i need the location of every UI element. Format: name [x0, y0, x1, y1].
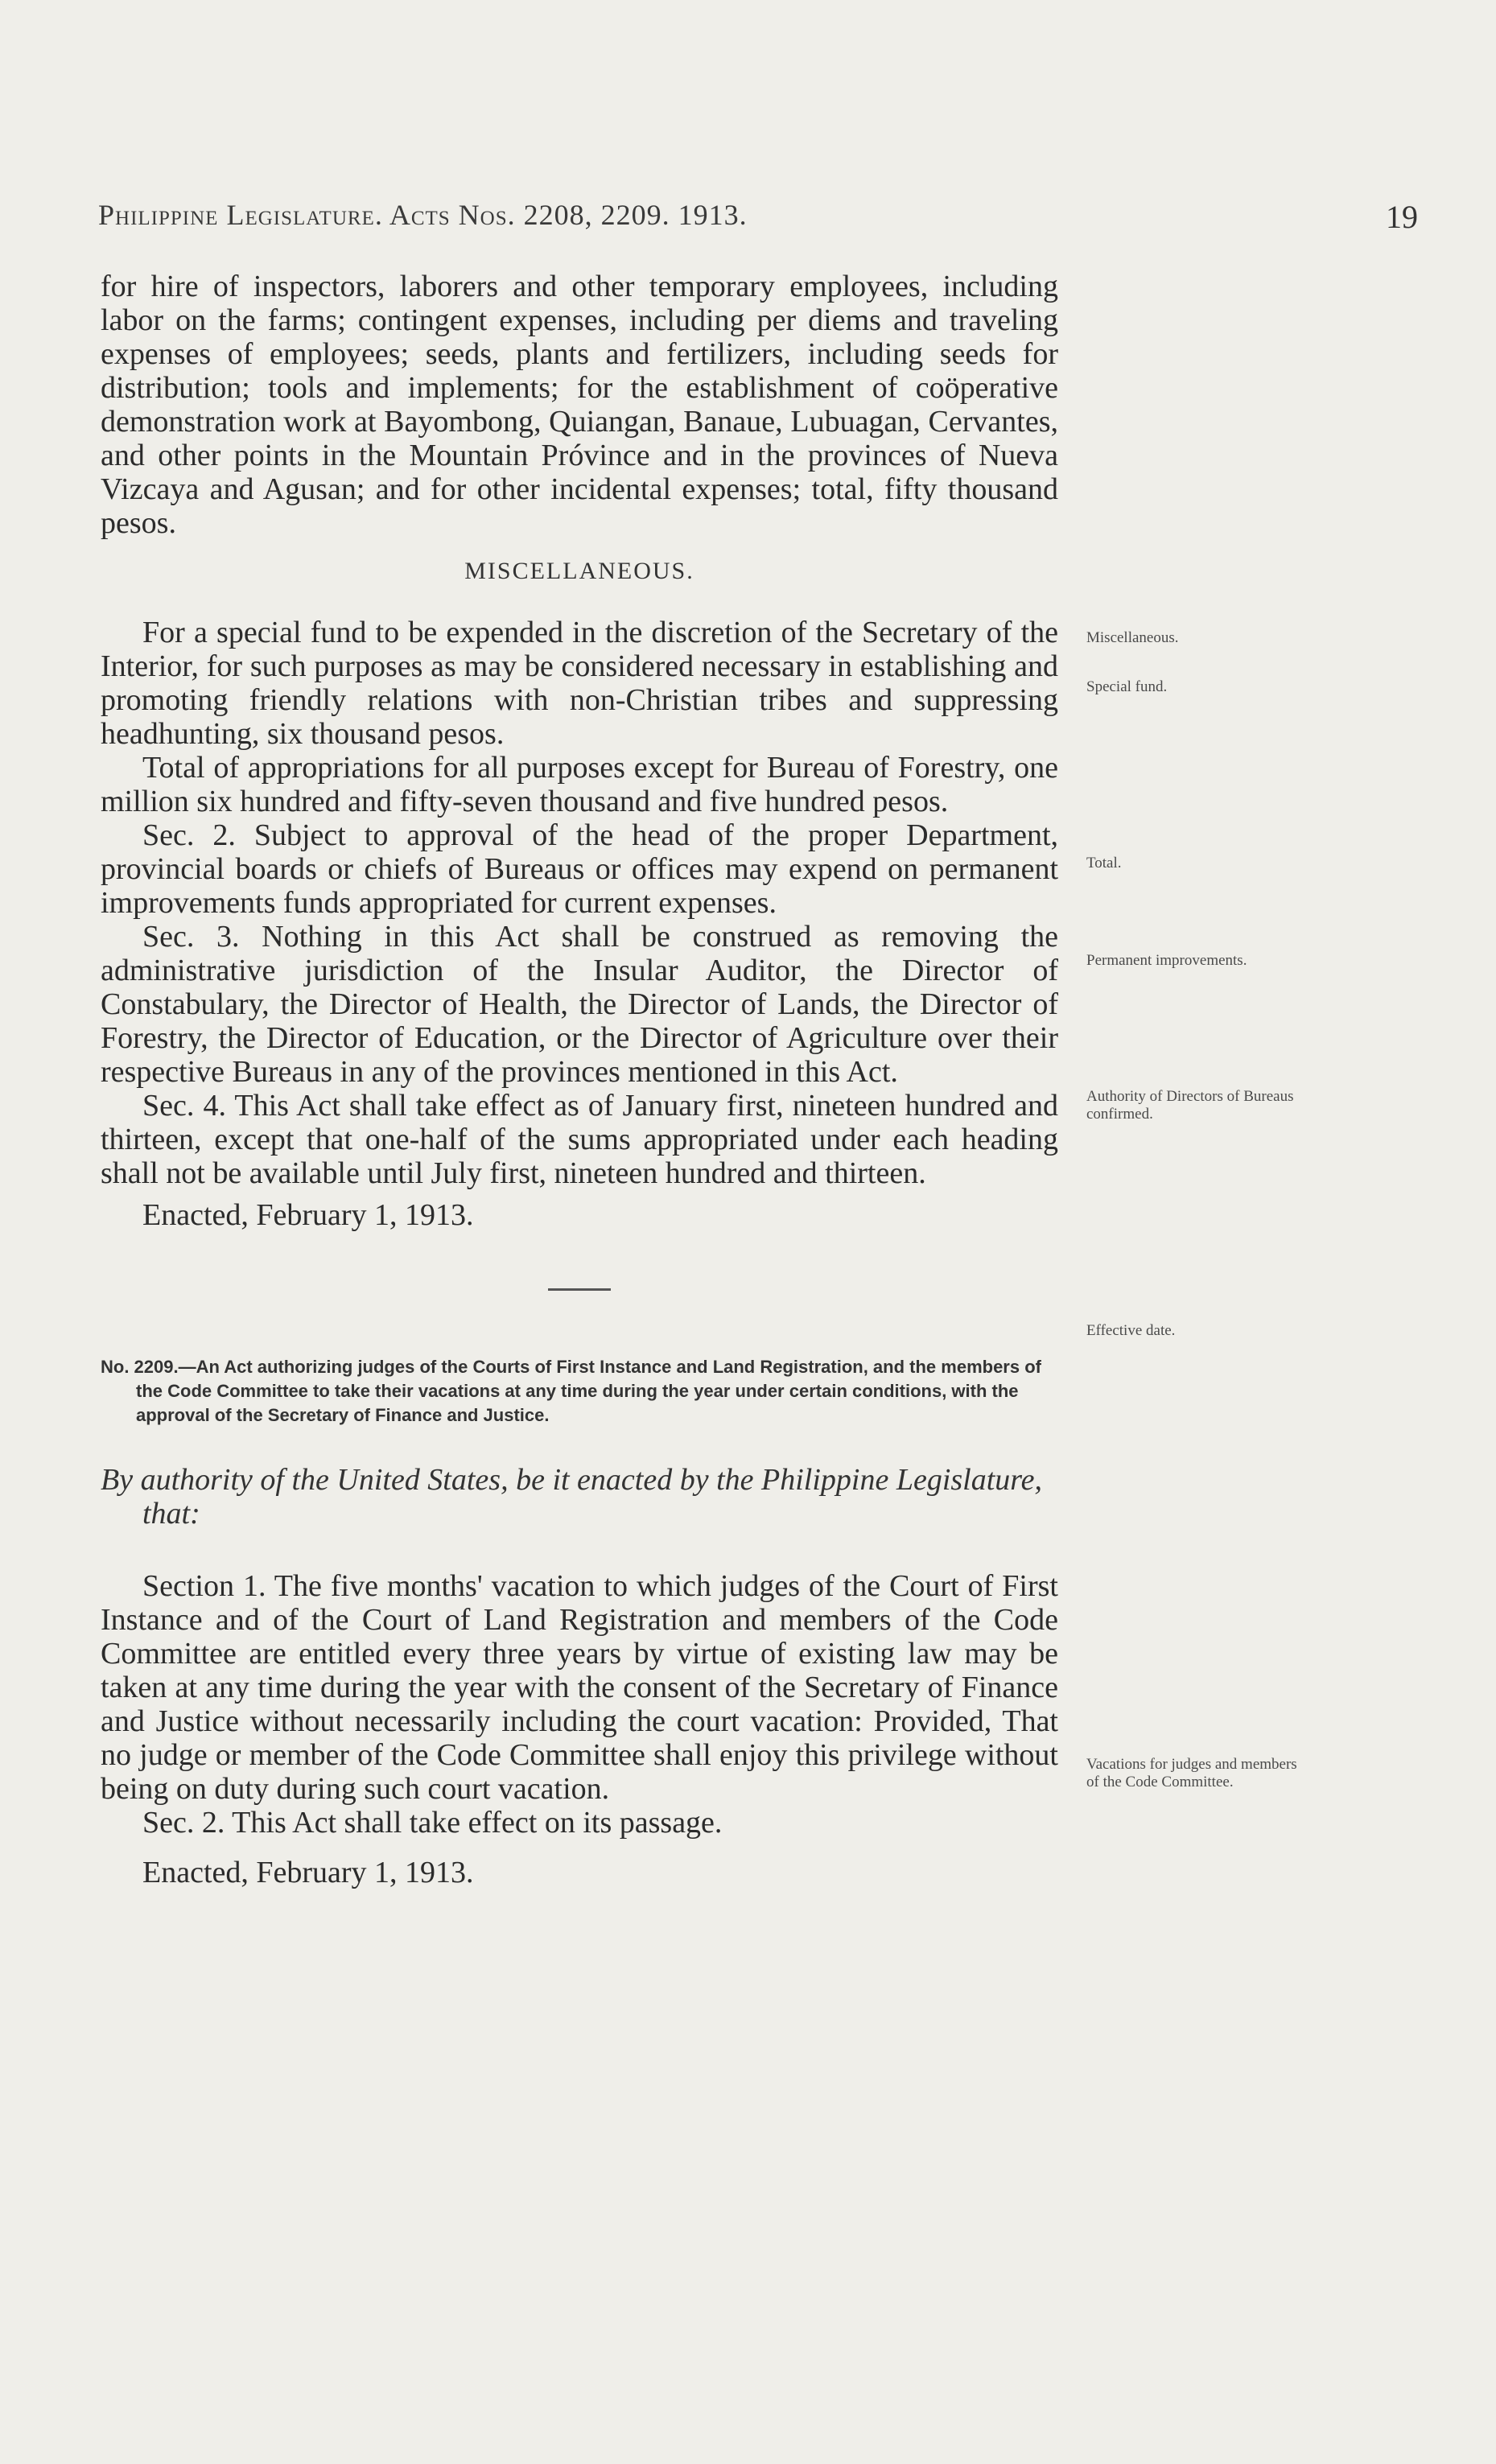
- enacted-date-2208: Enacted, February 1, 1913.: [142, 1198, 474, 1232]
- section-3-paragraph: Sec. 3. Nothing in this Act shall be construed as removing the administrative jurisdiction of the Insular Auditor, the Director of Constabulary, the Director of Health, the Director of Lands, the Director of Forestry, the Director of Education, or the Director of Agriculture over their respective Bureaus in any of the provinces mentioned in this Act.: [101, 920, 1058, 1089]
- main-text-column: [101, 270, 1058, 1889]
- special-fund-paragraph: For a special fund to be expended in the discretion of the Secretary of the Interior, for such purposes as may be considered necessary in establishing and promoting friendly relations with non-Christian tribes and suppressing headhunting, six thousand pesos.: [101, 616, 1058, 751]
- running-head: Philippine Legislature. Acts Nos. 2208, 2209. 1913.: [98, 199, 748, 231]
- total-paragraph: Total of appropriations for all purposes except for Bureau of Forestry, one million six hundred and fifty-seven thousand and five hundred pesos.: [101, 751, 1058, 818]
- margin-note-total: Total.: [1086, 855, 1122, 871]
- act-2209-title: No. 2209.—An Act authorizing judges of the Courts of First Instance and Land Registration, and the members of the Code Committee to take their vacations at any time during the year under certain conditions, with the approval of the Secretary of Finance and Justice.: [101, 1357, 1041, 1425]
- section-4-paragraph: Sec. 4. This Act shall take effect as of January first, nineteen hundred and thirteen, except that one-half of the sums appropriated under each heading shall not be available until July first, nineteen hundred and thirteen.: [101, 1089, 1058, 1190]
- enacted-date-2209: Enacted, February 1, 1913.: [142, 1856, 474, 1889]
- act-2209-section-1: Section 1. The five months' vacation to which judges of the Court of First Instance and of the Court of Land Registration and members of the Code Committee are entitled every three years by virtue of existing law may be taken at any time during the year with the consent of the Secretary of Finance and Justice without necessarily including the court vacation: Provided, That no judge or member of the Code Committee shall enjoy this privilege without being on duty during such court vacation.: [101, 1569, 1058, 1806]
- margin-note-miscellaneous: Miscellaneous.: [1086, 629, 1179, 646]
- margin-note-authority-of-directors: Authority of Directors of Bureaus confirmed.: [1086, 1088, 1294, 1123]
- margin-note-special-fund: Special fund.: [1086, 678, 1168, 695]
- margin-note-vacations: Vacations for judges and members of the Code Committee.: [1086, 1756, 1297, 1790]
- enacting-clause: By authority of the United States, be it enacted by the Philippine Legislature, that:: [101, 1463, 1043, 1531]
- section-2-paragraph: Sec. 2. Subject to approval of the head of the proper Department, provincial boards or chiefs of Bureaus or offices may expend on permanent improvements funds appropriated for current expenses.: [101, 818, 1058, 920]
- section-divider: [548, 1288, 611, 1291]
- continuation-paragraph: for hire of inspectors, laborers and other temporary employees, including labor on the farms; contingent expenses, including per diems and traveling expenses of employees; seeds, plants and fertilizers, including seeds for distribution; tools and implements; for the establishment of coöperative demonstration work at Bayombong, Quiangan, Banaue, Lubuagan, Cervantes, and other points in the Mountain Próvince and in the provinces of Nueva Vizcaya and Agusan; and for other incidental expenses; total, fifty thousand pesos.: [101, 270, 1058, 540]
- margin-note-permanent-improvements: Permanent improvements.: [1086, 952, 1247, 969]
- page-header: [98, 198, 1418, 246]
- miscellaneous-heading: MISCELLANEOUS.: [464, 558, 694, 584]
- page-number: 19: [1386, 199, 1418, 235]
- margin-note-effective-date: Effective date.: [1086, 1322, 1176, 1339]
- act-2209-section-2: Sec. 2. This Act shall take effect on its passage.: [142, 1806, 723, 1840]
